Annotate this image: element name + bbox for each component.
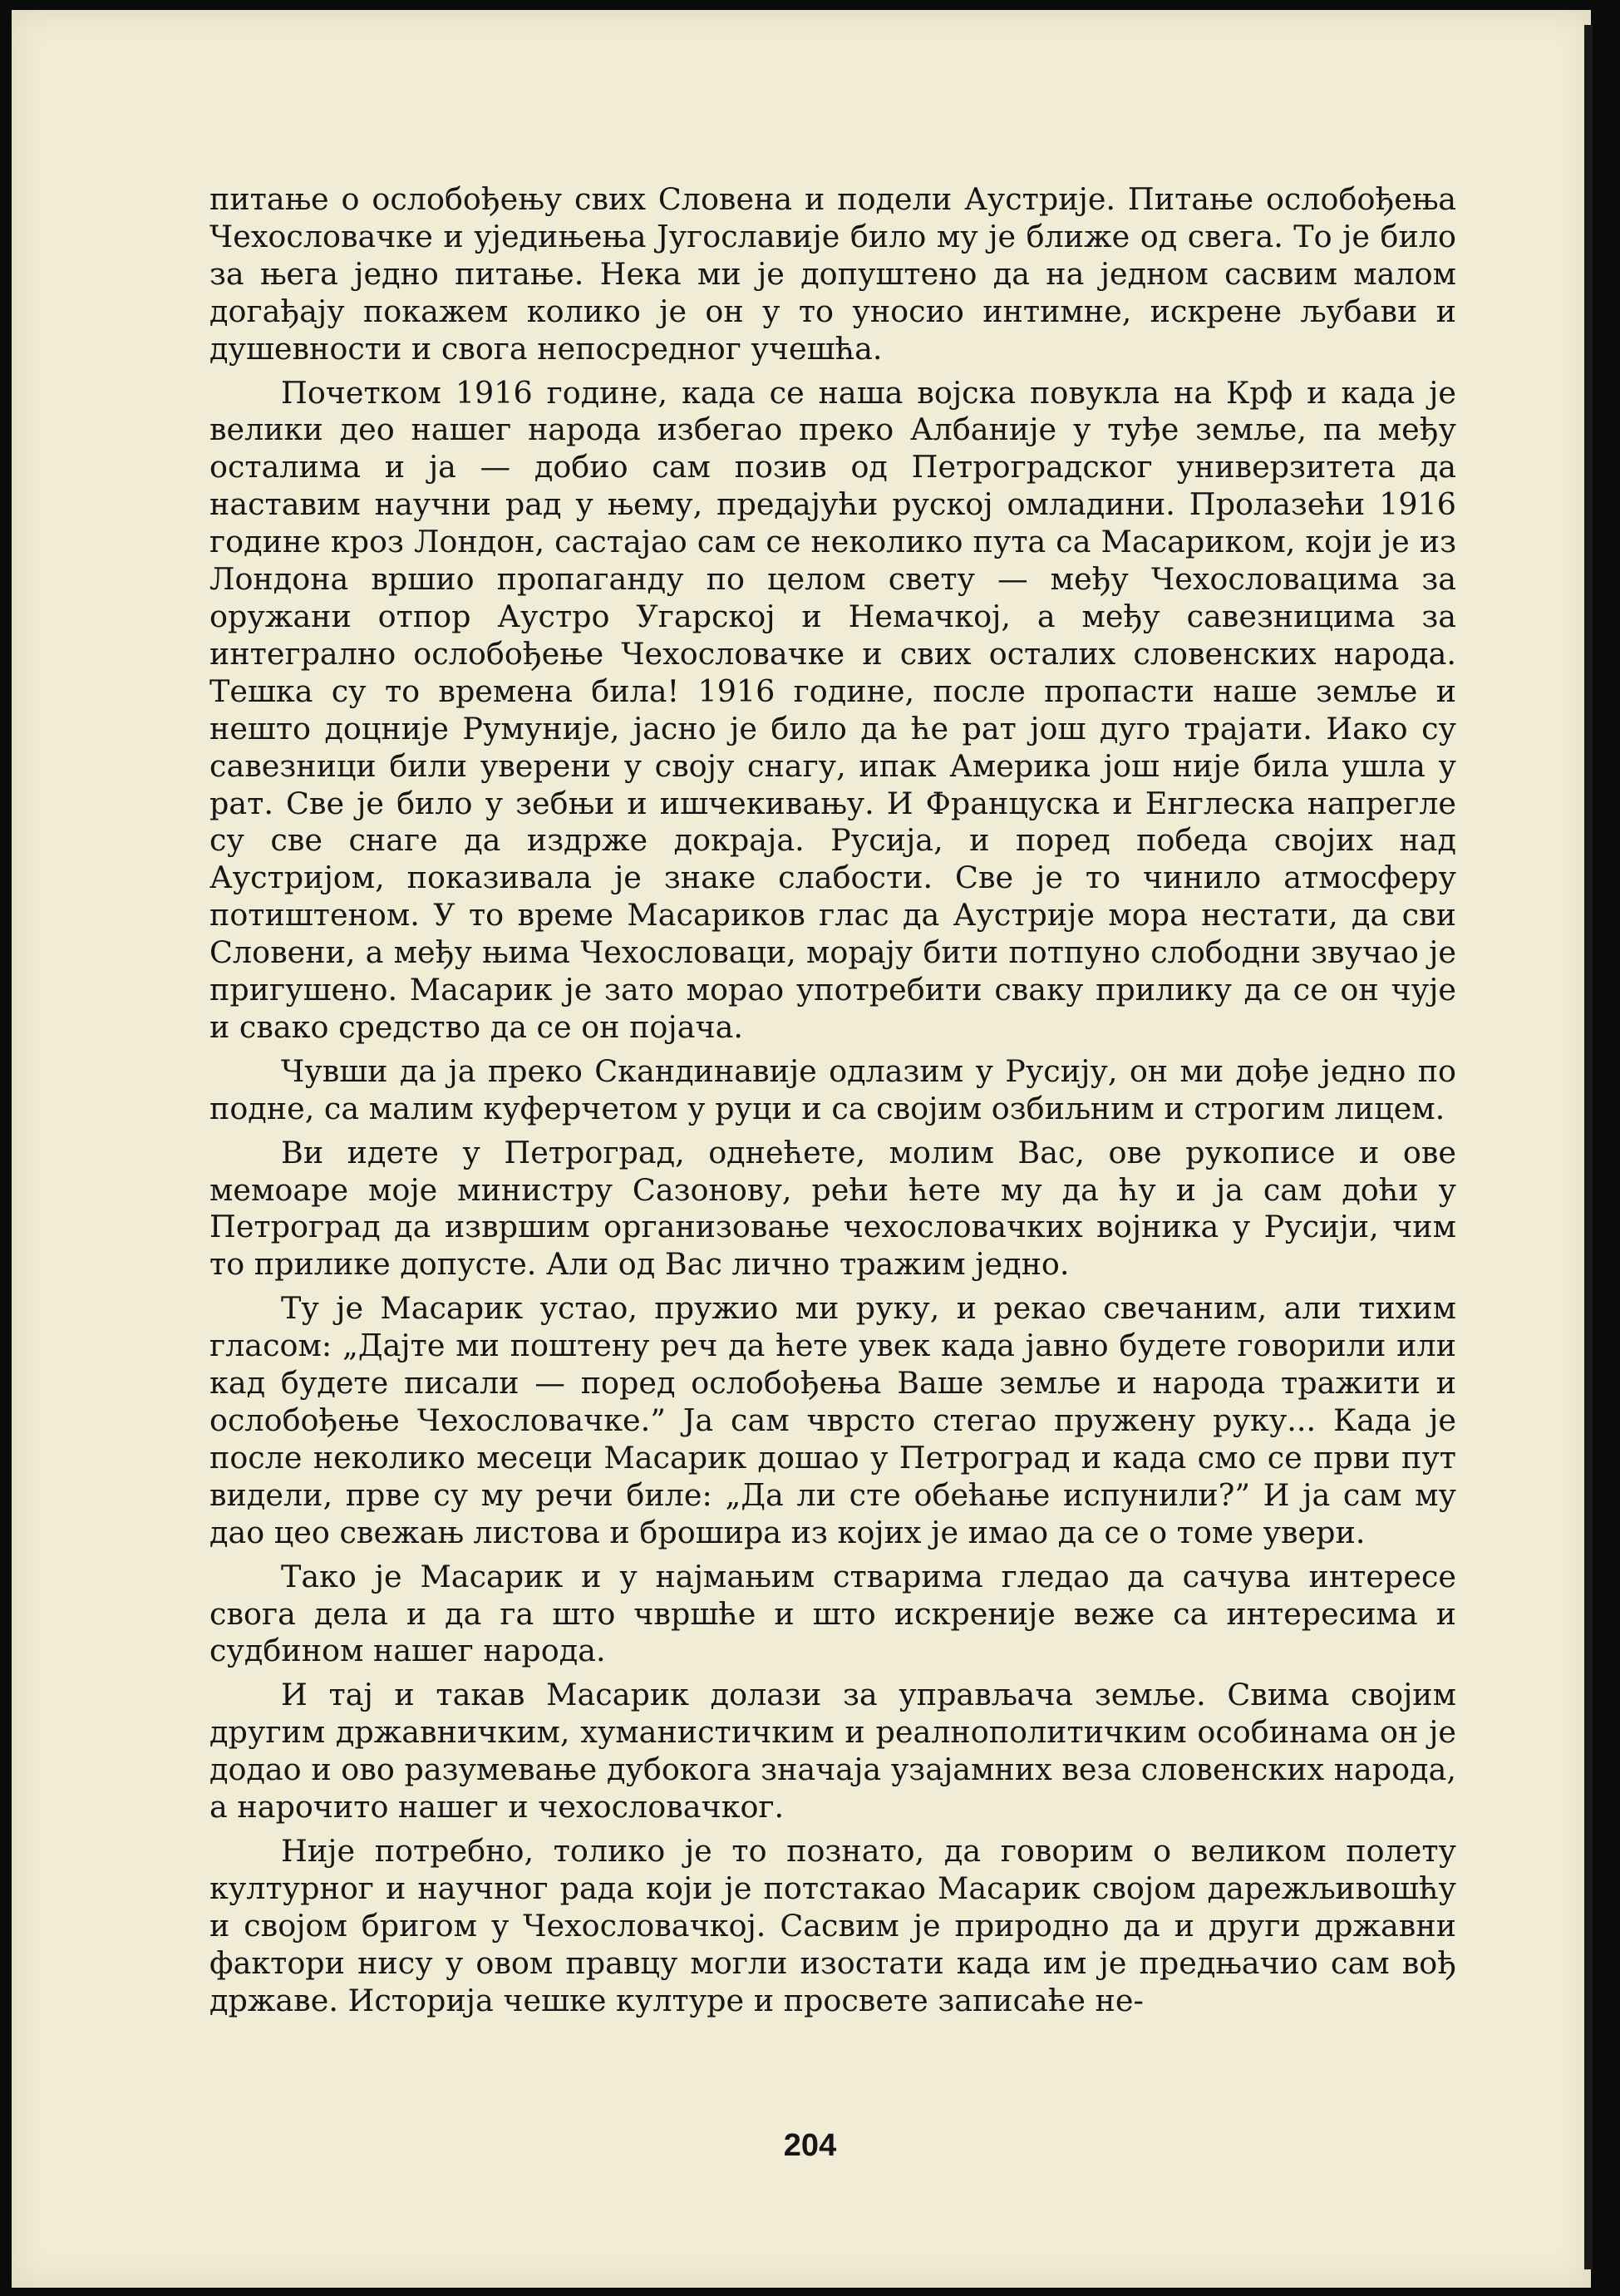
paragraph-7: И тај и такав Масарик долази за управљача земље. Свима својим другим државничким, хуманистичким и реалнополитичким особинама он је додао и ово разумевање дубокога значаја узајамних веза словенских народа, а нарочито нашег и чехословачког. [209, 1677, 1456, 1825]
paragraph-4: Ви идете у Петроград, однећете, молим Вас, ове рукописе и ове мемоаре моје министру Сазонову, рећи ћете му да ћу и ја сам доћи у Петроград да извршим организовање чехословачких војника у Русији, чим то прилике допусте. Али од Вас лично тражим једно. [209, 1134, 1456, 1283]
paragraph-6: Тако је Масарик и у најмањим стварима гледао да сачува интересе свога дела и да га што чвршће и што искреније веже са интересима и судбином нашег народа. [209, 1558, 1456, 1669]
paragraph-1-continuation: питање о ослобођењу свих Словена и подели Аустрије. Питање ослобођења Чехословачке и уједињења Југославије било му је ближе од свега. То је било за њега једно питање. Нека ми је допуштено да на једном сасвим малом догађају покажем колико је он у то уносио интимне, искрене љубави и душевности и свога непосредног учешћа. [209, 181, 1456, 367]
paragraph-5: Ту је Масарик устао, пружио ми руку, и рекао свечаним, али тихим гласом: „Дајте ми поштену реч да ћете увек када јавно будете говорили или кад будете писали — поред ослобођења Ваше земље и народа тражити и ослобођење Чехословачке.” Ја сам чврсто стегао пружену руку... Када је после неколико месеци Масарик дошао у Петроград и када смо се први пут видели, прве су му речи биле: „Да ли сте обећање испунили?” И ја сам му дао цео свежањ листова и брошира из којих је имао да се о томе увери. [209, 1290, 1456, 1550]
paragraph-8: Није потребно, толико је то познато, да говорим о великом полету културног и научног рада који је потстакао Масарик својом дарежљивошћу и својом бригом у Чехословачкој. Сасвим је природно да и други државни фактори нису у овом правцу могли изостати када им је предњачио сам вођ државе. Историја чешке културе и просвете записаће не- [209, 1832, 1456, 2018]
paragraph-3: Чувши да ја преко Скандинавије одлазим у Русију, он ми дође једно по подне, са малим куферчетом у руци и са својим озбиљним и строгим лицем. [209, 1052, 1456, 1126]
page-number: 204 [783, 2128, 837, 2163]
paragraph-2: Почетком 1916 године, када се наша војска повукла на Крф и када је велики део нашег народа избегао преко Албаније у туђе земље, па међу осталима и ја — добио сам позив од Петроградског универзитета да наставим научни рад у њему, предајући руској омладини. Пролазећи 1916 године кроз Лондон, састајао сам се неколико пута са Масариком, који је из Лондона вршио пропаганду по целом свету — међу Чехословацима за оружани отпор Аустро Угарској и Немачкој, а међу савезницима за интегрално ослобођење Чехословачке и свих осталих словенских народа. Тешка су то времена била! 1916 године, после пропасти наше земље и нешто доцније Румуније, јасно је било да ће рат још дуго трајати. Иако су савезници били уверени у своју снагу, ипак Америка још није била ушла у рат. Све је било у зебњи и ишчекивању. И Француска и Енглеска напрегле су све снаге да издрже докраја. Русија, и поред победа својих над Аустријом, показивала је знаке слабости. Све је то чинило атмосферу потиштеном. У то време Масариков глас да Аустрије мора нестати, да сви Словени, а међу њима Чехословаци, морају бити потпуно слободни звучао је пригушено. Масарик је зато морао употребити сваку прилику да се он чује и свако средство да се он појача. [209, 374, 1456, 1045]
body-text [209, 181, 1456, 2027]
page-edge-shadow [1584, 25, 1593, 2269]
